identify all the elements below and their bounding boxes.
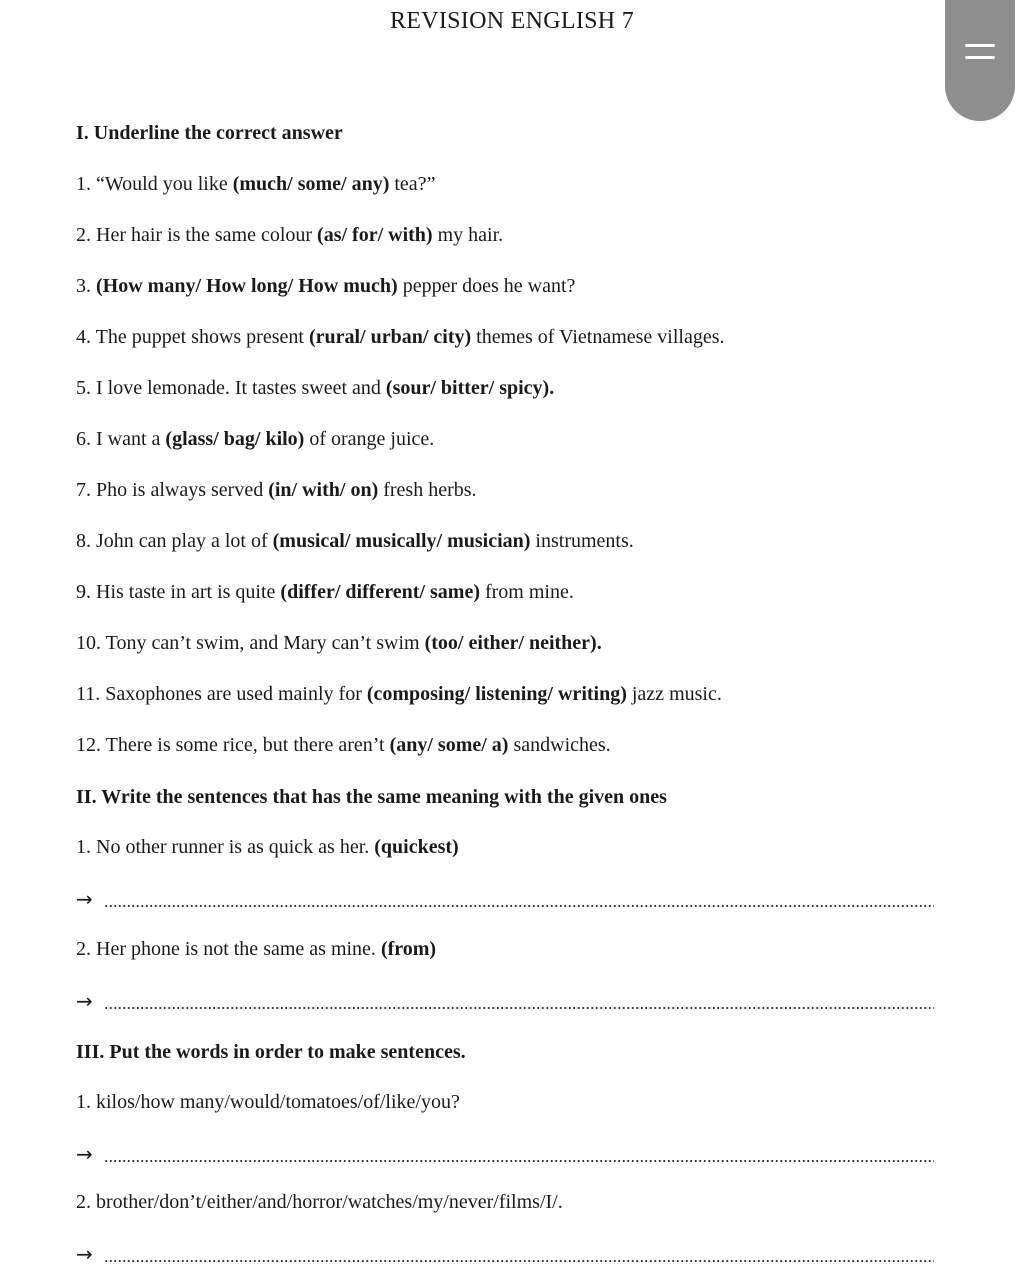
answer-options[interactable]: (glass/ bag/ kilo) [165,428,305,450]
arrow-right-icon: → [76,989,93,1013]
question-1-4: 4. The puppet shows present (rural/ urban/ city) themes of Vietnamese villages. [76,326,725,348]
answer-options[interactable]: (sour/ bitter/ spicy). [385,377,555,399]
answer-options[interactable]: (any/ some/ a) [389,734,509,756]
answer-options[interactable]: (composing/ listening/ writing) [366,683,627,705]
question-1-10: 10. Tony can’t swim, and Mary can’t swim (too/ either/ neither). [76,632,602,654]
question-1-7: 7. Pho is always served (in/ with/ on) fresh herbs. [76,479,477,501]
section-2-heading: II. Write the sentences that has the same meaning with the given ones [76,786,667,808]
answer-options[interactable]: (rural/ urban/ city) [308,326,472,348]
question-3-2: 2. brother/don’t/either/and/horror/watches/my/never/films/I/. [76,1191,563,1213]
answer-blank[interactable] [104,1159,934,1163]
question-1-3: 3. (How many/ How long/ How much) pepper does he want? [76,275,576,297]
menu-handle-button[interactable] [945,0,1015,121]
question-1-8: 8. John can play a lot of (musical/ musically/ musician) instruments. [76,530,634,552]
answer-options[interactable]: (much/ some/ any) [232,173,390,195]
answer-options[interactable]: (as/ for/ with) [317,224,433,246]
question-2-1: 1. No other runner is as quick as her. (quickest) [76,836,459,858]
section-1-heading: I. Underline the correct answer [76,122,343,144]
question-2-2: 2. Her phone is not the same as mine. (from) [76,938,437,960]
question-1-6: 6. I want a (glass/ bag/ kilo) of orange juice. [76,428,435,450]
question-1-5: 5. I love lemonade. It tastes sweet and (sour/ bitter/ spicy). [76,377,555,399]
section-3-heading: III. Put the words in order to make sentences. [76,1041,466,1063]
answer-options[interactable]: (How many/ How long/ How much) [96,275,398,297]
question-1-9: 9. His taste in art is quite (differ/ different/ same) from mine. [76,581,574,603]
answer-line [76,1135,934,1165]
question-1-12: 12. There is some rice, but there aren’t (any/ some/ a) sandwiches. [76,734,611,756]
answer-blank[interactable] [104,1006,934,1010]
answer-line [76,880,934,910]
question-1-2: 2. Her hair is the same colour (as/ for/ with) my hair. [76,224,504,246]
answer-line [76,1235,934,1265]
answer-line [76,982,934,1012]
handle-bar-icon [965,56,995,59]
answer-options[interactable]: (musical/ musically/ musician) [272,530,531,552]
handle-bar-icon [965,44,995,47]
answer-options[interactable]: (too/ either/ neither). [424,632,602,654]
answer-blank[interactable] [104,904,934,908]
question-3-1: 1. kilos/how many/would/tomatoes/of/like/you? [76,1091,460,1113]
arrow-right-icon: → [76,887,93,911]
question-1-1: 1. “Would you like (much/ some/ any) tea?” [76,173,436,195]
arrow-right-icon: → [76,1142,93,1166]
arrow-right-icon: → [76,1242,93,1266]
question-1-11: 11. Saxophones are used mainly for (composing/ listening/ writing) jazz music. [76,683,722,705]
page-title: REVISION ENGLISH 7 [389,8,635,34]
answer-options[interactable]: (differ/ different/ same) [280,581,480,603]
answer-blank[interactable] [104,1259,934,1263]
answer-options[interactable]: (in/ with/ on) [268,479,379,501]
